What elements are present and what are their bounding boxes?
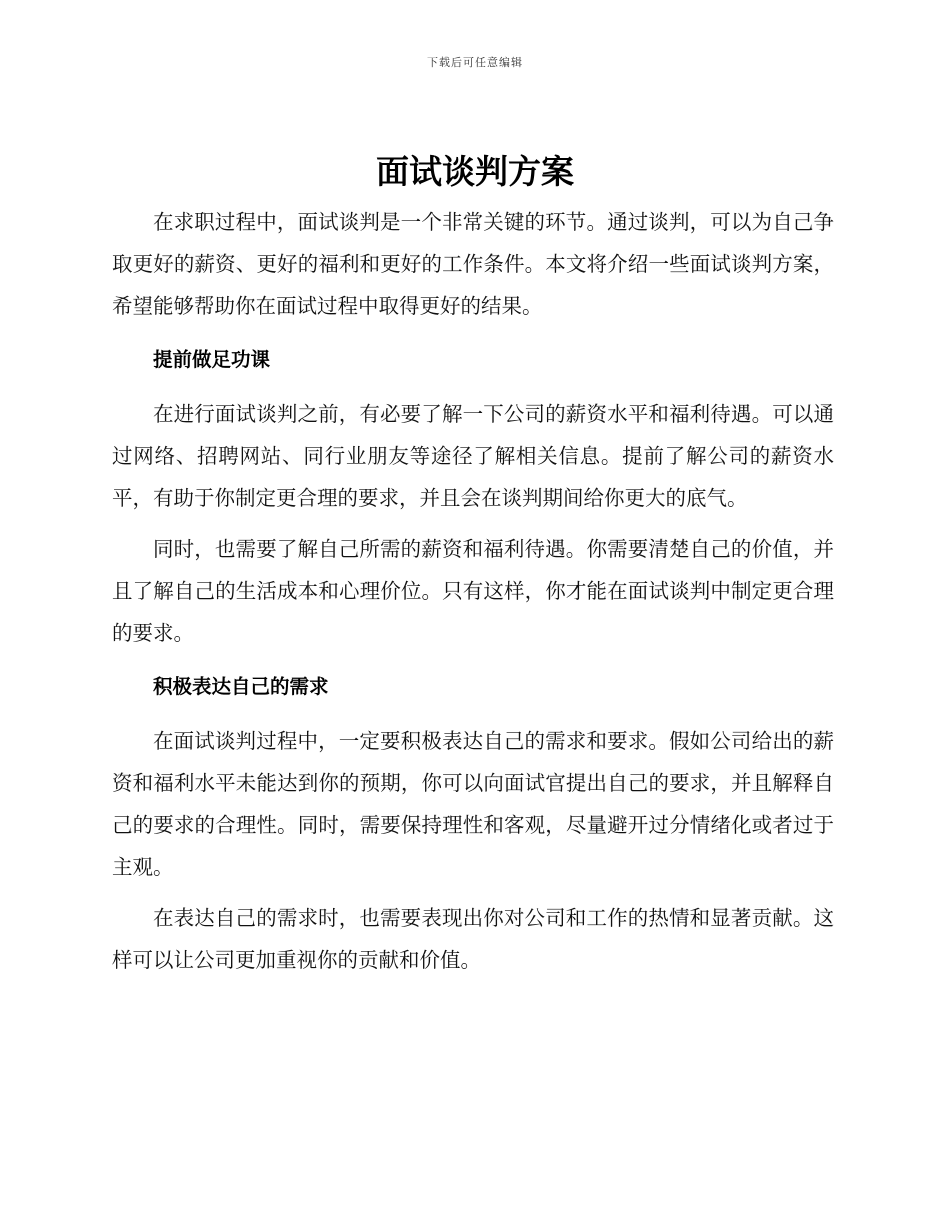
section-paragraph: 在表达自己的需求时，也需要表现出你对公司和工作的热情和显著贡献。这样可以让公司更加重视你的贡献和价值。 <box>112 906 834 972</box>
section-paragraph: 同时，也需要了解自己所需的薪资和福利待遇。你需要清楚自己的价值，并且了解自己的生活成本和心理价位。只有这样，你才能在面试谈判中制定更合理的要求。 <box>112 537 834 645</box>
page-header-note: 下载后可任意编辑 <box>427 56 523 69</box>
intro-paragraph: 在求职过程中，面试谈判是一个非常关键的环节。通过谈判，可以为自己争取更好的薪资、更好的福利和更好的工作条件。本文将介绍一些面试谈判方案，希望能够帮助你在面试过程中取得更好的结果。 <box>112 210 834 318</box>
section-heading-preparation: 提前做足功课 <box>153 348 271 371</box>
document-title: 面试谈判方案 <box>376 152 574 191</box>
document-body <box>112 201 834 981</box>
section-paragraph: 在进行面试谈判之前，有必要了解一下公司的薪资水平和福利待遇。可以通过网络、招聘网站、同行业朋友等途径了解相关信息。提前了解公司的薪资水平，有助于你制定更合理的要求，并且会在谈判期间给你更大的底气。 <box>112 402 834 510</box>
section-paragraph: 在面试谈判过程中，一定要积极表达自己的需求和要求。假如公司给出的薪资和福利水平未能达到你的预期，你可以向面试官提出自己的要求，并且解释自己的要求的合理性。同时，需要保持理性和客观，尽量避开过分情绪化或者过于主观。 <box>112 729 834 879</box>
section-heading-express-needs: 积极表达自己的需求 <box>153 675 329 698</box>
